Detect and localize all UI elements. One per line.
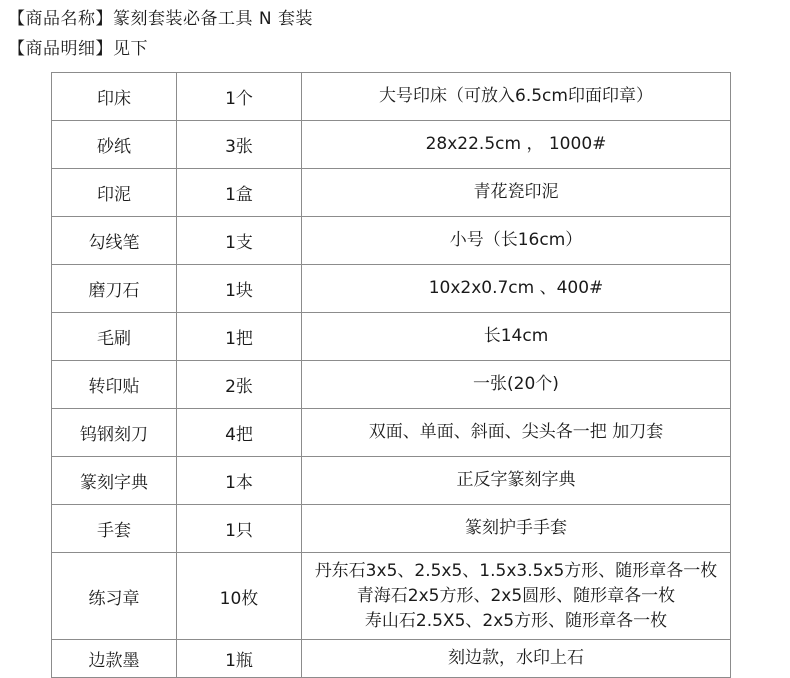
- item-description-line: 小号（长16cm）: [449, 230, 583, 250]
- table-row: [52, 409, 731, 457]
- item-quantity-cell: 1瓶: [177, 640, 302, 678]
- item-description-line: 双面、单面、斜面、尖头各一把 加刀套: [368, 422, 664, 442]
- item-description-cell: [302, 457, 731, 505]
- item-name-cell: 砂纸: [52, 121, 177, 169]
- item-description-cell: [302, 121, 731, 169]
- item-name-cell: 手套: [52, 505, 177, 553]
- table-row: [52, 361, 731, 409]
- item-description-line: 大号印床（可放入6.5cm印面印章）: [379, 86, 653, 106]
- item-description-cell: [302, 553, 731, 640]
- item-description-cell: [302, 169, 731, 217]
- item-description-cell: [302, 217, 731, 265]
- item-quantity-cell: 1只: [177, 505, 302, 553]
- item-name-cell: 印床: [52, 73, 177, 121]
- item-quantity-cell: 1支: [177, 217, 302, 265]
- item-name-cell: 钨钢刻刀: [52, 409, 177, 457]
- item-description-cell: [302, 505, 731, 553]
- item-description-line: 长14cm: [483, 326, 549, 346]
- item-description-cell: [302, 73, 731, 121]
- table-row: [52, 505, 731, 553]
- table-row: [52, 457, 731, 505]
- item-description-line: 正反字篆刻字典: [456, 470, 576, 490]
- item-quantity-cell: 1盒: [177, 169, 302, 217]
- item-name-cell: 勾线笔: [52, 217, 177, 265]
- item-name-cell: 毛刷: [52, 313, 177, 361]
- table-row: [52, 265, 731, 313]
- item-description-line: 刻边款，水印上石: [448, 648, 584, 668]
- item-description-line: 青花瓷印泥: [473, 182, 559, 202]
- item-description-line: 寿山石2.5X5、2x5方形、随形章各一枚: [364, 610, 668, 631]
- item-quantity-cell: 2张: [177, 361, 302, 409]
- table-row: [52, 169, 731, 217]
- table-row: [52, 217, 731, 265]
- item-list-table: [51, 72, 731, 678]
- item-name-cell: 磨刀石: [52, 265, 177, 313]
- item-name-cell: 篆刻字典: [52, 457, 177, 505]
- table-row: [52, 313, 731, 361]
- product-name-line: 【商品名称】篆刻套装必备工具 N 套装: [8, 9, 314, 29]
- item-quantity-cell: 4把: [177, 409, 302, 457]
- item-name-cell: 印泥: [52, 169, 177, 217]
- item-description-line: 青海石2x5方形、2x5圆形、随形章各一枚: [356, 585, 676, 606]
- item-description-line: 28x22.5cm ， 1000#: [425, 134, 607, 154]
- item-description-line: 10x2x0.7cm 、400#: [428, 278, 604, 298]
- table-row: [52, 640, 731, 678]
- table-row: [52, 121, 731, 169]
- item-description-cell: [302, 313, 731, 361]
- table-row: [52, 73, 731, 121]
- item-description-cell: [302, 361, 731, 409]
- item-name-cell: 转印贴: [52, 361, 177, 409]
- item-name-cell: 边款墨: [52, 640, 177, 678]
- item-description-line: 篆刻护手手套: [465, 518, 567, 538]
- product-detail-line: 【商品明细】见下: [8, 39, 148, 59]
- item-description-cell: [302, 265, 731, 313]
- item-description-cell: [302, 640, 731, 678]
- item-description-line: 丹东石3x5、2.5x5、1.5x3.5x5方形、随形章各一枚: [314, 560, 718, 581]
- item-quantity-cell: 1个: [177, 73, 302, 121]
- item-quantity-cell: 3张: [177, 121, 302, 169]
- item-description-cell: [302, 409, 731, 457]
- item-description-line: 一张(20个): [473, 374, 559, 394]
- item-quantity-cell: 1把: [177, 313, 302, 361]
- item-quantity-cell: 1本: [177, 457, 302, 505]
- item-quantity-cell: 10枚: [177, 553, 302, 640]
- item-quantity-cell: 1块: [177, 265, 302, 313]
- item-list-body: [52, 73, 731, 678]
- item-name-cell: 练习章: [52, 553, 177, 640]
- table-row: [52, 553, 731, 640]
